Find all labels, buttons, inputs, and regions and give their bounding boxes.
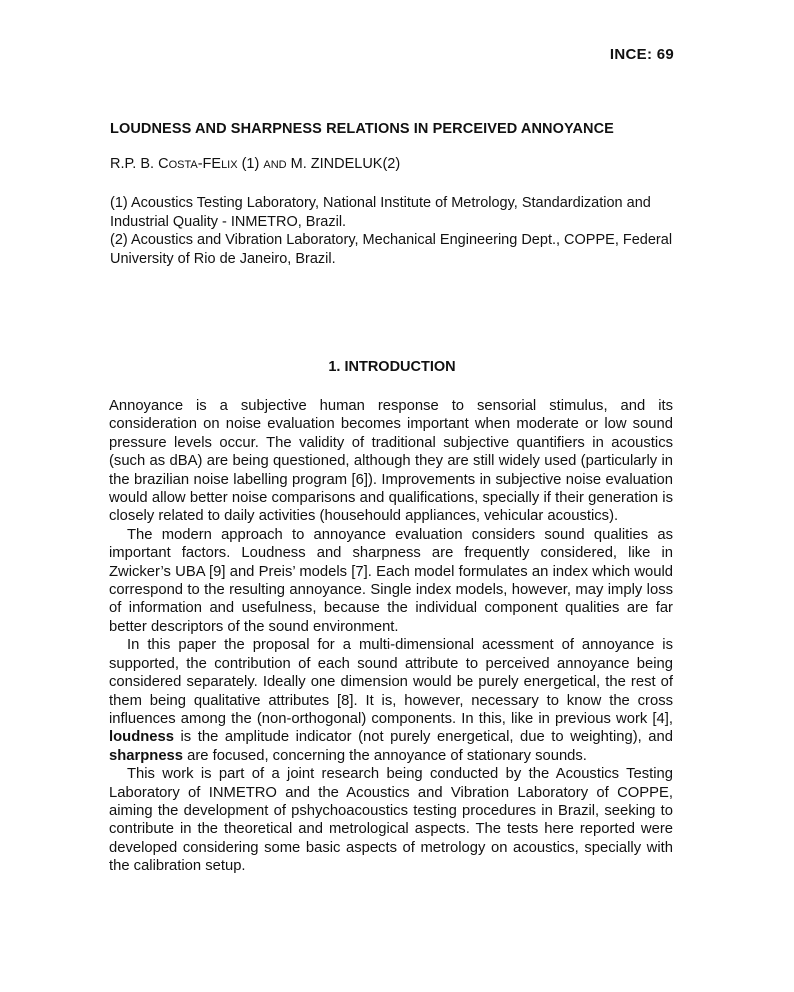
- paragraph-4: This work is part of a joint research being conducted by the Acoustics Testing Laboratory of INMETRO and the Acoustics and Vibration Laboratory of COPPE, aiming the development of pshychoacoustics testing procedures in Brazil, seeking to contribute in the theoretical and metrological aspects. The tests here reported were developed considering some basic aspects of metrology on acoustics, specially with the calibration setup.: [109, 766, 673, 875]
- running-head: INCE: 69: [609, 46, 674, 63]
- term-loudness: loudness: [109, 729, 174, 746]
- section-body: [109, 397, 673, 876]
- author-surname-mid: -FE: [197, 156, 222, 172]
- author-and: AND: [263, 159, 287, 171]
- author-smallcaps-1: OSTA: [168, 159, 198, 171]
- paragraph-3-part-a: In this paper the proposal for a multi-dimensional acessment of annoyance is supported, the contribution of each sound attribute to perceived annoyance being considered separately. Ideally one dimension would be purely energetical, the rest of them being qualitative attributes [8]. It is, however, necessary to know the cross influences among the (non-orthogonal) components. In this, like in previous work [4],: [109, 637, 673, 727]
- section-heading: 1. INTRODUCTION: [328, 359, 456, 375]
- paragraph-2: The modern approach to annoyance evaluation considers sound qualities as important factors. Loudness and sharpness are frequently considered, like in Zwicker’s UBA [9] and Preis’ models [7]. Each model formulates an index which would correspond to the resulting annoyance. Single index models, however, may imply loss of information and usefulness, because the individual component qualities are far better descriptors of the sound environment.: [109, 526, 673, 635]
- paper-title: LOUDNESS AND SHARPNESS RELATIONS IN PERCEIVED ANNOYANCE: [110, 121, 614, 137]
- author-line: [110, 156, 400, 172]
- paragraph-3: [109, 636, 673, 765]
- affiliations: [110, 194, 675, 268]
- paragraph-3-part-e: are focused, concerning the annoyance of stationary sounds.: [183, 747, 587, 764]
- author-second: M. ZINDELUK(2): [286, 156, 401, 172]
- author-initials: R.P. B. C: [110, 156, 169, 172]
- affiliation-1: (1) Acoustics Testing Laboratory, National Institute of Metrology, Standardization and Industrial Quality - INMETRO, Brazil.: [110, 195, 651, 230]
- author-smallcaps-2: LIX: [221, 159, 238, 171]
- affiliation-2: (2) Acoustics and Vibration Laboratory, Mechanical Engineering Dept., COPPE, Federal University of Rio de Janeiro, Brazil.: [110, 232, 673, 267]
- paragraph-1: Annoyance is a subjective human response to sensorial stimulus, and its consideration on noise evaluation becomes important when moderate or low sound pressure levels occur. The validity of traditional subjective quantifiers in acoustics (such as dBA) are being questioned, although they are still widely used (particularly in the brazilian noise labelling program [6]). Improvements in subjective noise evaluation would allow better noise comparisons and qualifications, specially if their generation is closely related to daily activities (househould appliances, vehicular acoustics).: [109, 398, 673, 525]
- term-sharpness: sharpness: [109, 747, 184, 764]
- paragraph-3-part-c: is the amplitude indicator (not purely energetical, due to weighting), and: [173, 729, 673, 746]
- author-affil-mark-1: (1): [237, 156, 264, 172]
